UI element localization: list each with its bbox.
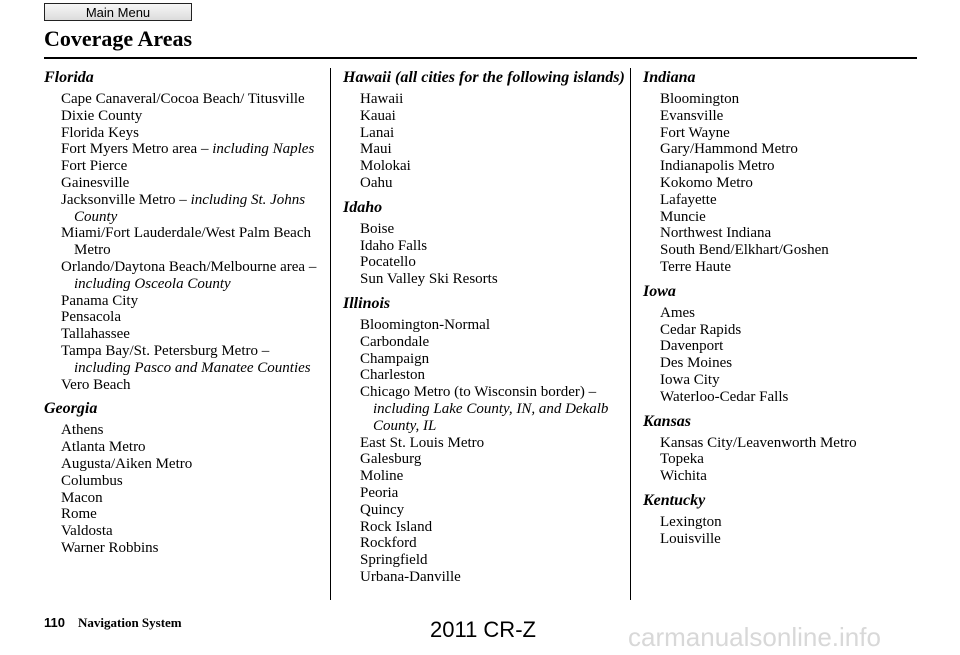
city-name: South Bend/Elkhart/Goshen [660, 242, 829, 259]
state-group [643, 412, 913, 485]
city-item [643, 468, 913, 485]
city-item [343, 367, 625, 384]
city-name: Macon [61, 489, 103, 506]
state-group [343, 294, 625, 586]
city-item [643, 435, 913, 452]
city-item [343, 158, 625, 175]
city-name: Champaign [360, 350, 430, 367]
city-item [44, 309, 319, 326]
city-name: Orlando/Daytona Beach/Melbourne area – [61, 258, 317, 275]
city-item [44, 158, 319, 175]
city-item [343, 351, 625, 368]
city-item [44, 175, 319, 192]
city-item [643, 389, 913, 406]
city-item [343, 317, 625, 334]
city-item [343, 141, 625, 158]
city-item [343, 468, 625, 485]
city-item [44, 506, 319, 523]
section-name: Navigation System [78, 615, 182, 630]
state-group [343, 198, 625, 288]
city-name: Cape Canaveral/Cocoa Beach/ Titusville [61, 91, 305, 107]
city-name: Vero Beach [61, 376, 131, 393]
city-item [343, 221, 625, 238]
city-item [643, 338, 913, 355]
city-item [643, 242, 913, 259]
city-item [343, 535, 625, 552]
city-name: Carbondale [360, 333, 430, 350]
city-item [44, 456, 319, 473]
city-name: Fort Myers Metro area – [61, 141, 213, 158]
city-name: Bloomington-Normal [360, 316, 490, 333]
watermark: carmanualsonline.info [628, 622, 881, 652]
page-number: 110 [44, 615, 65, 630]
city-note: including St. Johns County [74, 191, 306, 225]
state-group [44, 68, 319, 393]
city-name: Moline [360, 468, 404, 485]
city-name: Evansville [660, 107, 724, 124]
city-item [343, 569, 625, 586]
city-name: Urbana-Danville [360, 568, 461, 585]
city-name: Gary/Hammond Metro [660, 141, 798, 158]
state-heading: Iowa [643, 282, 676, 300]
state-heading: Kansas [643, 412, 692, 430]
city-note: – including Lake County, IN, and Dekalb County, IL [373, 384, 609, 434]
city-name: Gainesville [61, 174, 130, 191]
column-3 [643, 68, 913, 554]
city-item [44, 343, 319, 377]
city-item [44, 490, 319, 507]
city-item [44, 125, 319, 142]
city-note: including Naples [212, 141, 315, 158]
city-name: Bloomington [660, 91, 740, 107]
city-name: Dixie County [61, 107, 143, 124]
city-item [44, 91, 319, 108]
city-name: Terre Haute [660, 258, 731, 275]
city-name: Fort Pierce [61, 158, 128, 175]
city-name: Tampa Bay/St. Petersburg Metro – [61, 342, 270, 359]
city-item [643, 108, 913, 125]
city-item [643, 91, 913, 108]
city-name: Waterloo-Cedar Falls [660, 388, 789, 405]
city-item [44, 141, 319, 158]
city-item [343, 238, 625, 255]
title-divider [44, 57, 917, 59]
city-item [643, 158, 913, 175]
city-name: Peoria [360, 484, 399, 501]
city-item [44, 473, 319, 490]
page-title: Coverage Areas [44, 26, 193, 51]
city-name: Molokai [360, 158, 411, 175]
city-item [343, 91, 625, 108]
city-item [643, 259, 913, 276]
city-item [44, 377, 319, 394]
state-heading: Kentucky [643, 491, 706, 509]
city-name: Atlanta Metro [61, 439, 146, 456]
city-name: Chicago Metro (to Wisconsin border) [360, 384, 589, 401]
city-name: Cedar Rapids [660, 321, 742, 338]
city-item [44, 108, 319, 125]
city-item [643, 175, 913, 192]
city-item [44, 523, 319, 540]
city-item [343, 519, 625, 536]
state-heading: Illinois [343, 294, 391, 312]
city-item [643, 305, 913, 322]
city-item [343, 552, 625, 569]
column-divider [330, 68, 331, 600]
city-name: Tallahassee [61, 326, 130, 343]
city-name: Warner Robbins [61, 539, 159, 556]
vehicle-model: 2011 CR-Z [430, 617, 536, 642]
city-item [343, 254, 625, 271]
state-group [643, 282, 913, 406]
city-name: Fort Wayne [660, 124, 730, 141]
state-heading: Indiana [643, 69, 696, 86]
state-heading: Idaho [343, 198, 383, 216]
state-heading: Hawaii (all cities for the following islands) [343, 69, 625, 86]
main-menu-button[interactable]: Main Menu [44, 3, 192, 21]
column-divider [630, 68, 631, 600]
city-item [44, 439, 319, 456]
city-item [643, 322, 913, 339]
city-name: Pensacola [61, 309, 121, 326]
city-item [643, 125, 913, 142]
city-name: Quincy [360, 501, 405, 518]
city-item [643, 355, 913, 372]
city-name: Lafayette [660, 191, 717, 208]
city-name: Sun Valley Ski Resorts [360, 271, 498, 288]
city-name: Augusta/Aiken Metro [61, 455, 193, 472]
state-heading: Florida [44, 69, 94, 86]
city-item [343, 175, 625, 192]
state-group [643, 491, 913, 548]
city-item [44, 422, 319, 439]
city-name: Pocatello [360, 254, 416, 271]
city-item [643, 531, 913, 548]
city-note: including Osceola County [74, 275, 231, 292]
city-name: Valdosta [61, 523, 113, 540]
city-name: Kokomo Metro [660, 174, 753, 191]
city-name: Springfield [360, 552, 428, 569]
city-item [44, 259, 319, 293]
city-item [343, 108, 625, 125]
city-item [643, 209, 913, 226]
city-item [44, 540, 319, 557]
city-name: Panama City [61, 292, 139, 309]
state-group [643, 68, 913, 276]
state-group [343, 68, 625, 192]
city-name: Hawaii [360, 91, 404, 107]
state-group [44, 399, 319, 556]
city-item [44, 225, 319, 259]
city-name: Lexington [660, 513, 722, 530]
city-name: Rock Island [360, 518, 433, 535]
city-note: including Pasco and Manatee Counties [74, 359, 311, 376]
city-name: East St. Louis Metro [360, 434, 485, 451]
city-item [343, 435, 625, 452]
city-name: Iowa City [660, 371, 720, 388]
city-name: Charleston [360, 367, 425, 384]
city-item [44, 192, 319, 226]
city-item [343, 125, 625, 142]
city-item [343, 271, 625, 288]
city-name: Maui [360, 141, 392, 158]
city-name: Miami/Fort Lauderdale/West Palm Beach Metro [61, 225, 311, 259]
city-name: Topeka [660, 451, 704, 468]
city-name: Florida Keys [61, 124, 139, 141]
city-item [643, 514, 913, 531]
city-item [44, 326, 319, 343]
city-name: Jacksonville Metro – [61, 191, 191, 208]
city-item [643, 141, 913, 158]
city-item [643, 225, 913, 242]
city-name: Lanai [360, 124, 395, 141]
city-item [343, 334, 625, 351]
city-name: Oahu [360, 174, 393, 191]
city-name: Muncie [660, 208, 706, 225]
column-1 [44, 68, 319, 563]
city-name: Kauai [360, 107, 396, 124]
city-name: Rockford [360, 535, 417, 552]
city-name: Des Moines [660, 355, 733, 372]
city-name: Indianapolis Metro [660, 158, 775, 175]
city-name: Athens [61, 422, 104, 439]
city-name: Rome [61, 506, 97, 523]
city-name: Columbus [61, 472, 123, 489]
city-name: Boise [360, 220, 395, 237]
city-item [643, 451, 913, 468]
city-item [343, 451, 625, 468]
city-name: Davenport [660, 338, 724, 355]
city-item [343, 485, 625, 502]
city-name: Wichita [660, 468, 707, 485]
city-name: Ames [660, 304, 695, 321]
city-item [44, 293, 319, 310]
city-name: Northwest Indiana [660, 225, 772, 242]
city-name: Idaho Falls [360, 237, 428, 254]
city-name: Galesburg [360, 451, 422, 468]
city-name: Louisville [660, 530, 721, 547]
city-item [643, 372, 913, 389]
city-item [343, 502, 625, 519]
city-name: Kansas City/Leavenworth Metro [660, 434, 857, 451]
column-2 [343, 68, 625, 592]
city-item [343, 384, 625, 434]
state-heading: Georgia [44, 400, 98, 418]
city-item [643, 192, 913, 209]
